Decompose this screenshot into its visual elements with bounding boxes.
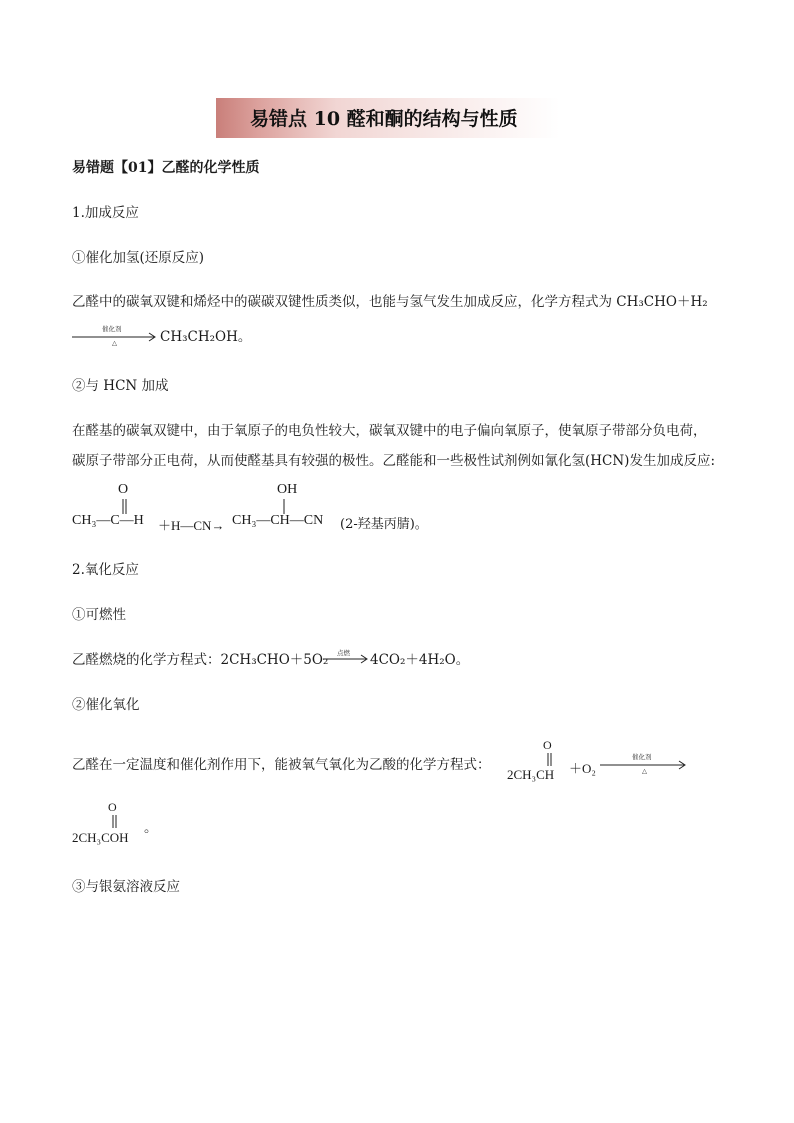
aldehyde-oxygen-label: O bbox=[543, 738, 552, 752]
addition-paragraph-1: 乙醛中的碳氧双键和烯烃中的碳碳双键性质类似，也能与氢气发生加成反应，化学方程式为 CH₃CHO＋H₂ bbox=[72, 294, 708, 310]
oxygen-reagent: ＋O₂ bbox=[569, 761, 596, 776]
combustion-equation-left: 乙醛燃烧的化学方程式：2CH₃CHO＋5O₂ bbox=[72, 652, 329, 668]
oxidation-sub1: ①可燃性 bbox=[72, 607, 126, 623]
oxidation-sub2: ②催化氧化 bbox=[72, 697, 140, 713]
hcn-addition-equation bbox=[72, 480, 472, 540]
addition-heading: 1.加成反应 bbox=[72, 205, 139, 221]
acid-period: 。 bbox=[144, 820, 158, 836]
addition-paragraph-2-line-2: 碳原子带部分正电荷，从而使醛基具有较强的极性。乙醛能和一些极性试剂例如氰化氢(HCN)发生加成反应: bbox=[72, 453, 715, 469]
combustion-equation-products: 4CO₂＋4H₂O。 bbox=[370, 652, 470, 668]
addition-sub1: ①催化加氢(还原反应) bbox=[72, 250, 205, 266]
acetaldehyde-structure: CH₃—C—H bbox=[72, 513, 144, 528]
carbonyl-oxygen-label: O bbox=[118, 482, 129, 497]
arrow-1-top-label: 催化剂 bbox=[102, 325, 122, 333]
aldehyde-double-bond bbox=[546, 753, 554, 767]
arrow-1-bottom-label: △ bbox=[112, 339, 117, 347]
page-title: 易错点 10 醛和酮的结构与性质 bbox=[250, 108, 518, 130]
addition-sub2: ②与 HCN 加成 bbox=[72, 378, 169, 394]
catalytic-arrow-top-label: 催化剂 bbox=[632, 753, 652, 761]
oxidation-sub3: ③与银氨溶液反应 bbox=[72, 879, 180, 895]
section-heading: 易错题【01】乙醛的化学性质 bbox=[72, 160, 260, 176]
equation-1-product: CH₃CH₂OH。 bbox=[160, 329, 252, 345]
catalytic-arrow bbox=[600, 752, 688, 776]
combustion-arrow-line bbox=[323, 654, 369, 664]
acetic-acid-structure: 2CH₃COH bbox=[72, 830, 129, 845]
catalytic-oxidation-paragraph: 乙醛在一定温度和催化剂作用下，能被氧气氧化为乙酸的化学方程式： bbox=[72, 757, 491, 773]
hydroxyl-label: OH bbox=[277, 482, 298, 497]
combustion-arrow-label: 点燃 bbox=[337, 649, 350, 657]
oxidation-heading: 2.氧化反应 bbox=[72, 562, 139, 578]
hcn-reagent: ＋H—CN→ bbox=[158, 518, 225, 533]
product-name-note: (2-羟基丙腈)。 bbox=[340, 517, 428, 532]
acetic-acid-product bbox=[72, 800, 192, 850]
title-banner bbox=[216, 98, 560, 138]
reaction-arrow-1 bbox=[72, 324, 158, 348]
catalytic-oxidation-equation bbox=[505, 738, 695, 788]
aldehyde-structure: 2CH₃CH bbox=[507, 767, 555, 782]
acid-oxygen-label: O bbox=[108, 800, 117, 814]
addition-paragraph-2-line-1: 在醛基的碳氧双键中，由于氧原子的电负性较大，碳氧双键中的电子偏向氧原子，使氧原子带部分负电荷， bbox=[72, 423, 707, 439]
hydroxy-nitrile-structure: CH₃—CH—CN bbox=[232, 513, 324, 528]
combustion-arrow bbox=[323, 648, 369, 668]
acid-double-bond bbox=[111, 815, 119, 829]
catalytic-arrow-bottom-label: △ bbox=[642, 767, 647, 775]
